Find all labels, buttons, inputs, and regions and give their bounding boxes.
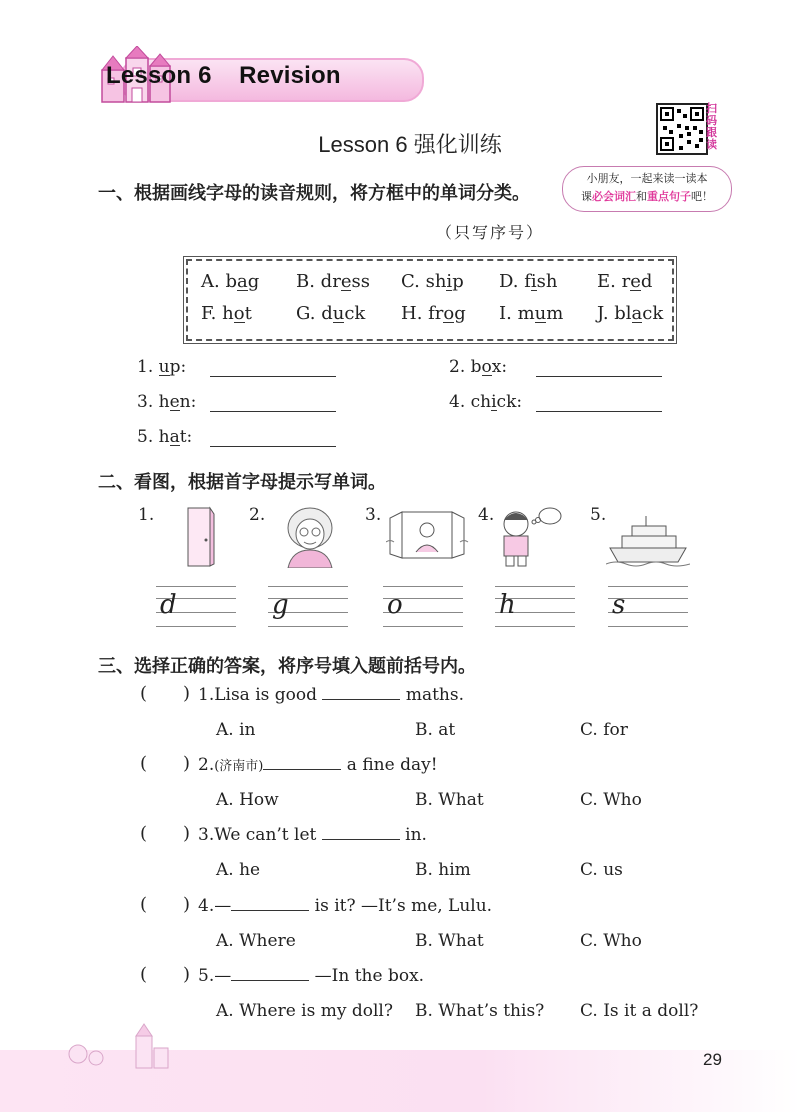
picture-number: 3. xyxy=(365,505,382,525)
answer-option[interactable]: C. Who xyxy=(580,931,642,951)
right-paren: ) xyxy=(183,683,191,704)
hint-letter: o xyxy=(387,590,403,620)
answer-blank[interactable] xyxy=(210,376,336,377)
question-blank xyxy=(263,755,341,770)
answer-blank[interactable] xyxy=(210,411,336,412)
grandma-picture xyxy=(282,506,338,568)
answer-blank[interactable] xyxy=(536,411,662,412)
word-option: J. black xyxy=(597,303,664,324)
hint-letter: d xyxy=(160,590,177,620)
hint-letter: s xyxy=(612,590,626,620)
answer-option[interactable]: B. What xyxy=(415,931,484,951)
footer-castle-icon xyxy=(66,1022,186,1070)
writing-guide-line xyxy=(156,626,236,627)
ship-picture xyxy=(606,512,690,568)
word-option: B. dress xyxy=(296,271,370,292)
sort-item: 1. up: xyxy=(137,357,187,377)
question-blank xyxy=(231,966,309,981)
question-text: 3.We can’t let in. xyxy=(198,825,427,845)
word-option: H. frog xyxy=(401,303,466,324)
word-option: A. bag xyxy=(201,271,260,292)
section3-title: 三、选择正确的答案，将序号填入题前括号内。 xyxy=(98,656,476,677)
word-option: G. duck xyxy=(296,303,366,324)
writing-guide-line xyxy=(268,626,348,627)
page-footer xyxy=(0,1050,800,1112)
answer-option[interactable]: A. he xyxy=(216,860,261,880)
answer-blank[interactable] xyxy=(536,376,662,377)
question-blank xyxy=(322,685,400,700)
question-blank xyxy=(231,896,309,911)
answer-bracket[interactable] xyxy=(140,964,192,985)
word-option: D. fish xyxy=(499,271,558,292)
hungry-boy-picture xyxy=(494,504,564,568)
open-window-picture xyxy=(386,506,472,566)
answer-bracket[interactable] xyxy=(140,683,192,704)
answer-option[interactable]: A. Where xyxy=(216,931,296,951)
picture-number: 5. xyxy=(590,505,607,525)
answer-bracket[interactable] xyxy=(140,894,192,915)
hint-letter: h xyxy=(499,590,516,620)
right-paren: ) xyxy=(183,894,191,915)
answer-option[interactable]: C. Who xyxy=(580,790,642,810)
picture-number: 1. xyxy=(138,505,155,525)
question-text: 5.— —In the box. xyxy=(198,966,425,986)
right-paren: ) xyxy=(183,823,191,844)
left-paren: ( xyxy=(140,753,148,774)
tip-bubble xyxy=(562,166,732,212)
question-text: 1.Lisa is good maths. xyxy=(198,685,465,705)
question-text: 4.— is it? —It’s me, Lulu. xyxy=(198,896,493,916)
sort-item: 2. box: xyxy=(449,357,508,377)
word-option: F. hot xyxy=(201,303,252,324)
word-option: C. ship xyxy=(401,271,464,292)
sort-item: 4. chick: xyxy=(449,392,523,412)
tip-line-1: 小朋友，一起来读一读本 xyxy=(586,172,708,185)
writing-guide-line xyxy=(495,626,575,627)
answer-option[interactable]: C. us xyxy=(580,860,623,880)
left-paren: ( xyxy=(140,823,148,844)
section1-title: 一、根据画线字母的读音规则，将方框中的单词分类。 xyxy=(98,183,530,204)
answer-blank[interactable] xyxy=(210,446,336,447)
answer-option[interactable]: B. him xyxy=(415,860,471,880)
answer-option[interactable]: B. at xyxy=(415,720,456,740)
door-picture xyxy=(186,506,216,568)
right-paren: ) xyxy=(183,964,191,985)
left-paren: ( xyxy=(140,894,148,915)
left-paren: ( xyxy=(140,683,148,704)
answer-option[interactable]: C. Is it a doll? xyxy=(580,1001,699,1021)
answer-bracket[interactable] xyxy=(140,823,192,844)
tip-line-2: 课必会词汇和重点句子吧！ xyxy=(581,190,713,203)
answer-option[interactable]: A. Where is my doll? xyxy=(216,1001,393,1021)
question-text: 2.(济南市) a fine day! xyxy=(198,755,438,775)
right-paren: ) xyxy=(183,753,191,774)
word-option: I. mum xyxy=(499,303,564,324)
writing-guide-line xyxy=(608,626,688,627)
qr-label: 扫码跟读 xyxy=(706,103,717,151)
answer-bracket[interactable] xyxy=(140,753,192,774)
picture-number: 2. xyxy=(249,505,266,525)
answer-option[interactable]: C. for xyxy=(580,720,628,740)
section2-title: 二、看图，根据首字母提示写单词。 xyxy=(98,472,386,493)
question-blank xyxy=(322,825,400,840)
answer-option[interactable]: A. in xyxy=(216,720,256,740)
sort-item: 5. hat: xyxy=(137,427,193,447)
sort-item: 3. hen: xyxy=(137,392,197,412)
picture-number: 4. xyxy=(478,505,495,525)
left-paren: ( xyxy=(140,964,148,985)
page-number: 29 xyxy=(703,1050,722,1069)
answer-option[interactable]: A. How xyxy=(216,790,279,810)
answer-option[interactable]: B. What’s this? xyxy=(415,1001,545,1021)
writing-guide-line xyxy=(383,626,463,627)
answer-option[interactable]: B. What xyxy=(415,790,484,810)
word-option: E. red xyxy=(597,271,653,292)
page-subtitle: Lesson 6 强化训练 xyxy=(318,132,502,157)
banner-title: Lesson 6 Revision xyxy=(106,62,341,89)
hint-letter: g xyxy=(272,590,289,620)
section1-hint: （只写序号） xyxy=(436,223,545,242)
